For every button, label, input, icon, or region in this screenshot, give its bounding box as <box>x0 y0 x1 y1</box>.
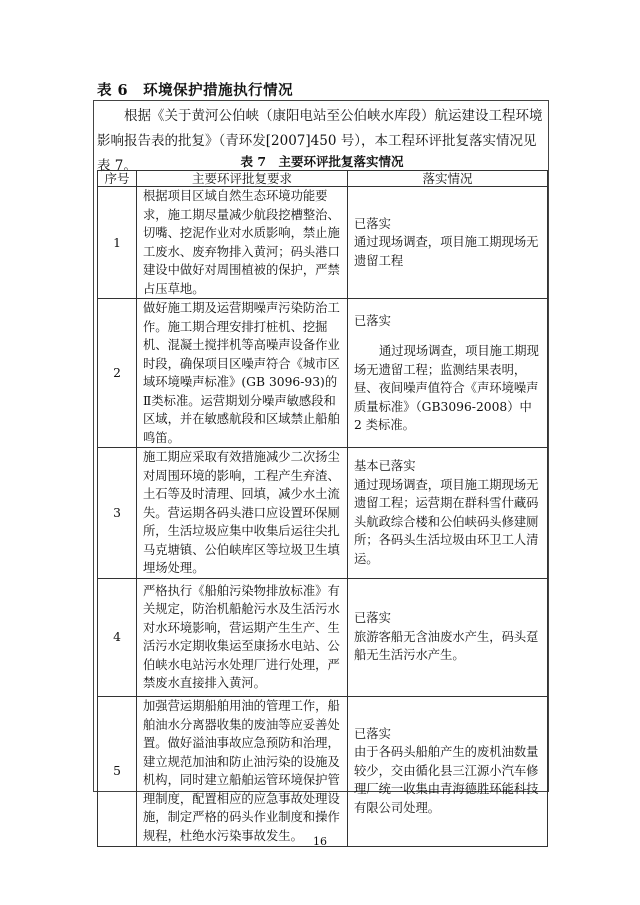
row-requirement: 做好施工期及运营期噪声污染防治工作。施工期合理安排打桩机、挖掘机、混凝土搅拌机等高噪声设备作业时段，确保项目区噪声符合《城市区域环境噪声标准》(GB 3096-93)的Ⅱ类标准。运营期划分噪声敏感段和区域，并在敏感航段和区域禁止船舶鸣笛。 <box>137 299 348 448</box>
table-header-row <box>98 171 548 187</box>
row-number: 1 <box>98 187 137 299</box>
row-requirement: 施工期应采取有效措施减少二次扬尘对周围环境的影响，工程产生弃渣、土石等及时清理、回填，减少水土流失。营运期各码头港口应设置环保厕所，生活垃圾应集中收集后运往尖扎马克塘镇、公伯峡库区等垃圾卫生填埋场处理。 <box>137 448 348 579</box>
result-detail: 由于各码头船舶产生的废机油数量较少，交由循化县三江源小汽车修理厂统一收集由青海德胜环能科技有限公司处理。 <box>354 745 539 815</box>
row-number: 5 <box>98 696 137 846</box>
row-requirement: 根据项目区域自然生态环境功能要求，施工期尽量减少航段挖槽整治、切嘴、挖泥作业对水质影响，禁止施工废水、废弃物排入黄河；码头港口建设中做好对周围植被的保护，严禁占压草地。 <box>137 187 348 299</box>
result-status: 已落实 <box>354 726 391 741</box>
row-number: 4 <box>98 578 137 696</box>
result-detail: 通过现场调查，项目施工期现场无遗留工程；运营期在群科雪什藏码头航政综合楼和公伯峡码头修建厕所；各码头生活垃圾由环卫工人清运。 <box>354 477 539 566</box>
row-result <box>348 187 548 299</box>
row-result <box>348 299 548 448</box>
row-number: 2 <box>98 299 137 448</box>
header-status: 落实情况 <box>348 171 548 187</box>
table-row <box>98 578 548 696</box>
table-row <box>98 448 548 579</box>
result-status: 已落实 <box>354 313 391 328</box>
header-requirement: 主要环评批复要求 <box>137 171 348 187</box>
result-status: 已落实 <box>354 611 391 626</box>
table-row <box>98 299 548 448</box>
table-caption: 表 7 主要环评批复落实情况 <box>240 154 404 169</box>
result-status: 基本已落实 <box>354 459 416 474</box>
row-number: 3 <box>98 448 137 579</box>
result-status: 已落实 <box>354 216 391 231</box>
section-title: 表 6 环境保护措施执行情况 <box>97 82 294 99</box>
table-row <box>98 187 548 299</box>
row-result <box>348 448 548 579</box>
approval-table <box>97 170 548 847</box>
header-no: 序号 <box>98 171 137 187</box>
row-result <box>348 696 548 846</box>
row-result <box>348 578 548 696</box>
intro-paragraph: 根据《关于黄河公伯峡（康阳电站至公伯峡水库段）航运建设工程环境影响报告表的批复》（青环发[2007]450 号），本工程环评批复落实情况见表 7。 <box>97 108 543 174</box>
result-detail: 通过现场调查，项目施工期现场无遗留工程；监测结果表明，昼、夜间噪声值符合《声环境噪声质量标准》（GB3096-2008）中 2 类标准。 <box>354 344 539 432</box>
result-detail: 通过现场调查，项目施工期现场无遗留工程 <box>354 235 539 268</box>
table-row <box>98 696 548 846</box>
row-requirement: 严格执行《船舶污染物排放标准》有关规定，防治机船舱污水及生活污水对水环境影响，营运期产生生产、生活污水定期收集运至康扬水电站、公伯峡水电站污水处理厂进行处理，严禁废水直接排入黄河。 <box>137 578 348 696</box>
result-detail: 旅游客船无含油废水产生，码头趸船无生活污水产生。 <box>354 629 539 663</box>
row-requirement: 加强营运期船舶用油的管理工作，船舶油水分离器收集的废油等应妥善处置。做好溢油事故应急预防和治理，建立规范加油和防止油污染的设施及机构，同时建立船舶运管环境保护管理制度，配置相应的应急事故处理设施，制定严格的码头作业制度和操作规程，杜绝水污染事故发生。 <box>137 696 348 846</box>
page-number: 16 <box>313 835 327 848</box>
